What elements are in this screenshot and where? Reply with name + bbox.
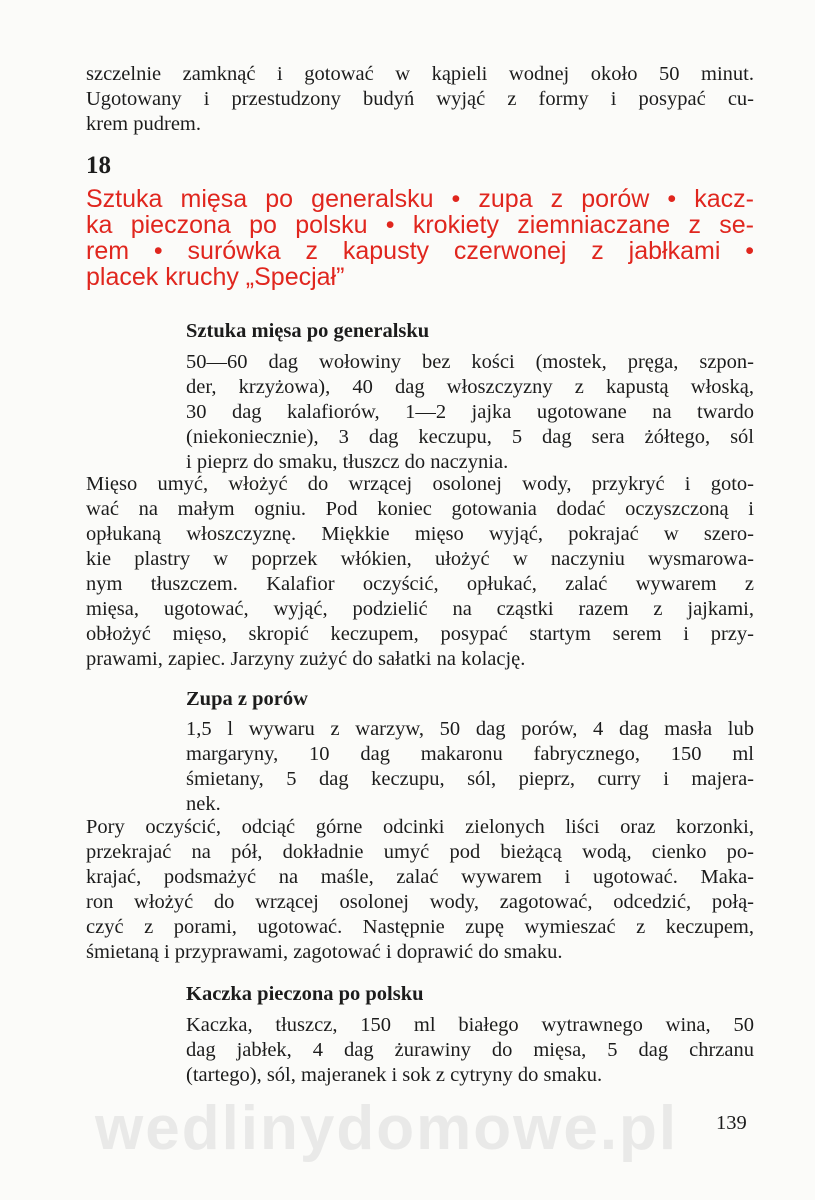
recipe-method <box>86 815 754 965</box>
recipe-title: Kaczka pieczona po polsku <box>186 983 424 1005</box>
text-line: 1,5 l wywaru z warzyw, 50 dag porów, 4 dag masła lub <box>186 718 754 740</box>
text-line: Ugotowany i przestudzony budyń wyjąć z formy i posypać cu- <box>86 88 754 110</box>
text-line: dag jabłek, 4 dag żurawiny do mięsa, 5 dag chrzanu <box>186 1039 754 1061</box>
text-line: śmietaną i przyprawami, zagotować i doprawić do smaku. <box>86 941 563 963</box>
text-line: nym tłuszczem. Kalafior oczyścić, opłukać, zalać wywarem z <box>86 573 754 595</box>
text-line: krem pudrem. <box>86 113 201 135</box>
recipe-ingredients <box>186 717 754 817</box>
text-line: szczelnie zamknąć i gotować w kąpieli wodnej około 50 minut. <box>86 63 754 85</box>
text-line: śmietany, 5 dag keczupu, sól, pieprz, curry i majera- <box>186 768 754 790</box>
text-line: obłożyć mięso, skropić keczupem, posypać startym serem i przy- <box>86 623 754 645</box>
text-line: przekrajać na pół, dokładnie umyć pod bieżącą wodą, cienko po- <box>86 841 754 863</box>
menu-title-line: Sztuka mięsa po generalsku • zupa z porów • kacz- <box>86 185 754 213</box>
text-line: nek. <box>186 793 221 815</box>
text-line: (niekoniecznie), 3 dag keczupu, 5 dag sera żółtego, sól <box>186 426 754 448</box>
text-line: krajać, podsmażyć na maśle, zalać wywarem i ugotować. Maka- <box>86 866 754 888</box>
text-line: Kaczka, tłuszcz, 150 ml białego wytrawnego wina, 50 <box>186 1014 754 1036</box>
text-line: 50—60 dag wołowiny bez kości (mostek, pręga, szpon- <box>186 351 754 373</box>
text-line: czyć z porami, ugotować. Następnie zupę wymieszać z keczupem, <box>86 916 754 938</box>
text-line: wać na małym ogniu. Pod koniec gotowania dodać oczyszczoną i <box>86 498 754 520</box>
text-line: i pieprz do smaku, tłuszcz do naczynia. <box>186 451 509 473</box>
text-line: der, krzyżowa), 40 dag włoszczyzny z kapustą włoską, <box>186 376 754 398</box>
recipe-ingredients <box>186 350 754 475</box>
recipe-ingredients <box>186 1013 754 1088</box>
text-line: kie plastry w poprzek włókien, ułożyć w naczyniu wysmarowa- <box>86 548 754 570</box>
menu-title-line: ka pieczona po polsku • krokiety ziemniaczane z se- <box>86 211 754 239</box>
text-line: ron włożyć do wrzącej osolonej wody, zagotować, odcedzić, połą- <box>86 891 754 913</box>
text-line: opłukaną włoszczyznę. Miękkie mięso wyjąć, pokrajać w szero- <box>86 523 754 545</box>
text-line: prawami, zapiec. Jarzyny zużyć do sałatki na kolację. <box>86 648 526 670</box>
top-paragraph <box>86 62 754 137</box>
text-line: Pory oczyścić, odciąć górne odcinki zielonych liści oraz korzonki, <box>86 816 754 838</box>
menu-title-line: placek kruchy „Specjał” <box>86 263 345 291</box>
menu-number: 18 <box>86 152 111 179</box>
text-line: margaryny, 10 dag makaronu fabrycznego, 150 ml <box>186 743 754 765</box>
page-number: 139 <box>716 1112 747 1134</box>
menu-title <box>86 186 754 290</box>
text-line: mięsa, ugotować, wyjąć, podzielić na cząstki razem z jajkami, <box>86 598 754 620</box>
recipe-method <box>86 472 754 672</box>
recipe-title: Zupa z porów <box>186 688 308 710</box>
text-line: 30 dag kalafiorów, 1—2 jajka ugotowane na twardo <box>186 401 754 423</box>
menu-title-line: rem • surówka z kapusty czerwonej z jabłkami • <box>86 237 754 265</box>
text-line: Mięso umyć, włożyć do wrzącej osolonej wody, przykryć i goto- <box>86 473 754 495</box>
recipe-title: Sztuka mięsa po generalsku <box>186 320 430 342</box>
watermark: wedlinydomowe.pl <box>95 1094 679 1163</box>
text-line: (tartego), sól, majeranek i sok z cytryny do smaku. <box>186 1064 603 1086</box>
